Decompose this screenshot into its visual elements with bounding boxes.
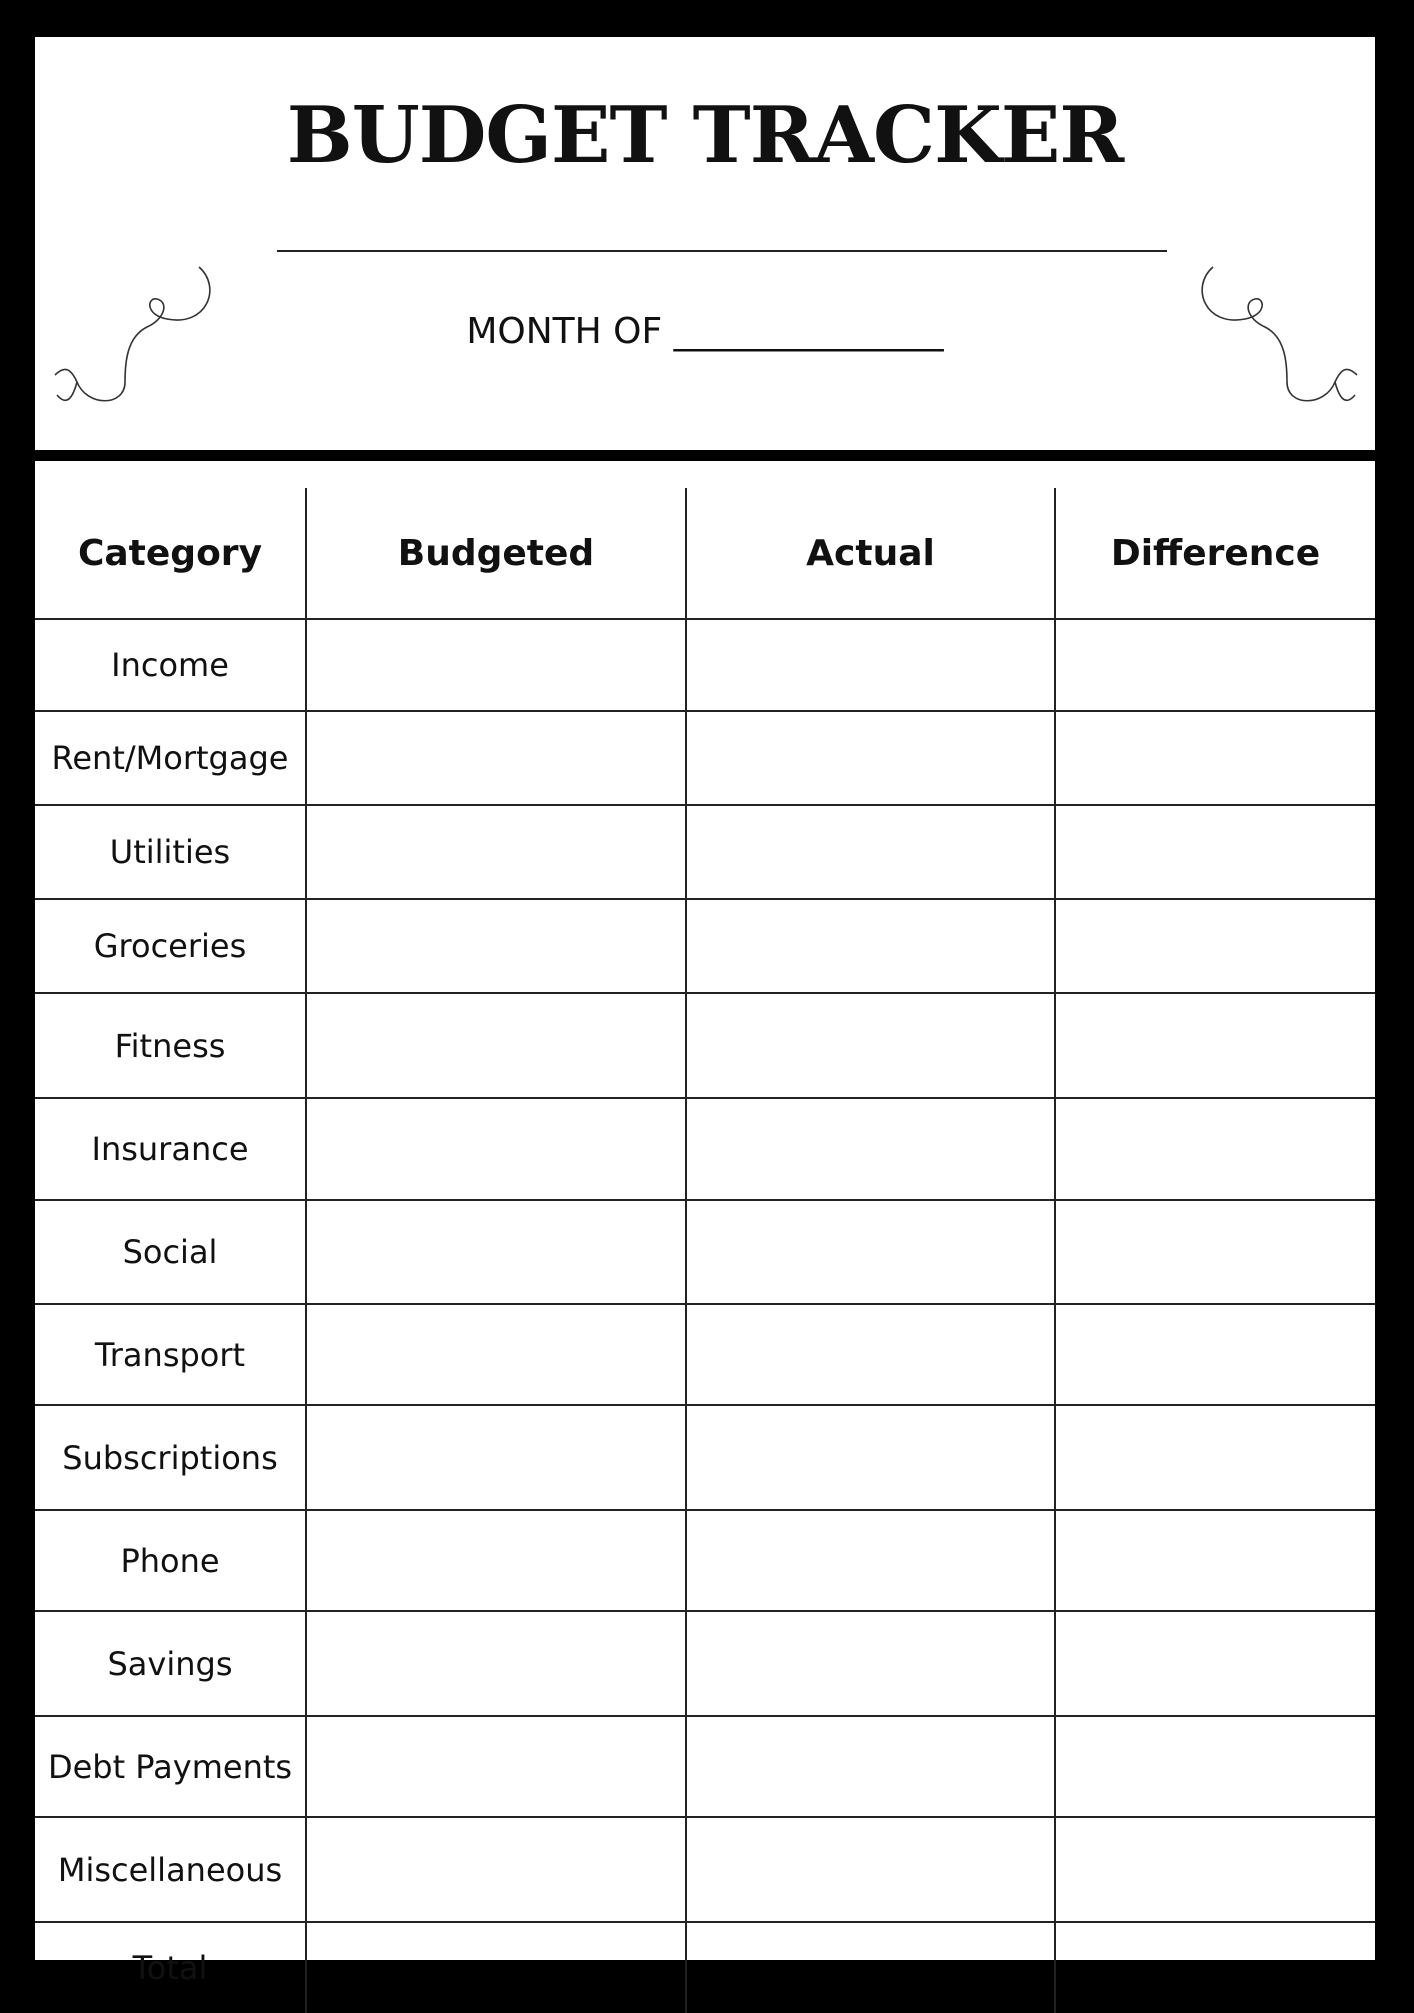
budgeted-cell[interactable] [306, 899, 686, 993]
actual-cell[interactable] [686, 1405, 1055, 1510]
table-row [35, 1200, 1375, 1304]
category-cell: Rent/Mortgage [35, 711, 306, 805]
table-top-gap [35, 461, 1375, 488]
category-cell: Phone [35, 1510, 306, 1611]
category-cell: Debt Payments [35, 1716, 306, 1817]
category-cell: Groceries [35, 899, 306, 993]
budgeted-cell[interactable] [306, 993, 686, 1098]
difference-cell[interactable] [1055, 711, 1375, 805]
actual-cell[interactable] [686, 1304, 1055, 1405]
budgeted-cell[interactable] [306, 1304, 686, 1405]
category-cell: Social [35, 1200, 306, 1304]
table-row [35, 993, 1375, 1098]
budgeted-cell[interactable] [306, 1922, 686, 2013]
table-row [35, 1098, 1375, 1200]
category-cell: Utilities [35, 805, 306, 899]
actual-cell[interactable] [686, 1611, 1055, 1716]
category-cell: Miscellaneous [35, 1817, 306, 1922]
category-cell: Income [35, 619, 306, 711]
actual-cell[interactable] [686, 1716, 1055, 1817]
header-panel [35, 37, 1375, 450]
category-cell: Insurance [35, 1098, 306, 1200]
budgeted-cell[interactable] [306, 1716, 686, 1817]
budgeted-cell[interactable] [306, 1611, 686, 1716]
difference-cell[interactable] [1055, 619, 1375, 711]
difference-cell[interactable] [1055, 1405, 1375, 1510]
actual-cell[interactable] [686, 899, 1055, 993]
actual-cell[interactable] [686, 993, 1055, 1098]
budget-table-panel [35, 461, 1375, 1987]
difference-cell[interactable] [1055, 1510, 1375, 1611]
swirl-flourish-icon [1195, 257, 1365, 407]
actual-cell[interactable] [686, 1200, 1055, 1304]
budget-table [35, 461, 1375, 2013]
table-body [35, 619, 1375, 2013]
budgeted-cell[interactable] [306, 1510, 686, 1611]
budgeted-cell[interactable] [306, 711, 686, 805]
table-row [35, 1304, 1375, 1405]
difference-cell[interactable] [1055, 1611, 1375, 1716]
actual-cell[interactable] [686, 1922, 1055, 2013]
table-header-row [35, 488, 1375, 619]
budgeted-cell[interactable] [306, 1817, 686, 1922]
difference-cell[interactable] [1055, 1922, 1375, 2013]
table-row [35, 805, 1375, 899]
column-header-difference: Difference [1055, 488, 1375, 619]
page-title: BUDGET TRACKER [286, 90, 1124, 181]
column-header-category: Category [35, 488, 306, 619]
difference-cell[interactable] [1055, 1304, 1375, 1405]
difference-cell[interactable] [1055, 899, 1375, 993]
category-cell: Transport [35, 1304, 306, 1405]
month-label: MONTH OF _______________ [466, 311, 944, 352]
table-row [35, 1817, 1375, 1922]
column-header-actual: Actual [686, 488, 1055, 619]
category-cell: Total [132, 1949, 208, 1987]
category-cell: Savings [35, 1611, 306, 1716]
budgeted-cell[interactable] [306, 1405, 686, 1510]
table-row [35, 1510, 1375, 1611]
table-row [35, 619, 1375, 711]
actual-cell[interactable] [686, 1817, 1055, 1922]
difference-cell[interactable] [1055, 1716, 1375, 1817]
category-cell: Fitness [35, 993, 306, 1098]
actual-cell[interactable] [686, 711, 1055, 805]
table-row [35, 1405, 1375, 1510]
column-header-budgeted: Budgeted [306, 488, 686, 619]
actual-cell[interactable] [686, 1510, 1055, 1611]
budgeted-cell[interactable] [306, 805, 686, 899]
difference-cell[interactable] [1055, 1817, 1375, 1922]
actual-cell[interactable] [686, 619, 1055, 711]
budgeted-cell[interactable] [306, 1200, 686, 1304]
name-line[interactable] [277, 250, 1167, 252]
difference-cell[interactable] [1055, 805, 1375, 899]
difference-cell[interactable] [1055, 1098, 1375, 1200]
difference-cell[interactable] [1055, 1200, 1375, 1304]
table-row [35, 1716, 1375, 1817]
table-row [35, 711, 1375, 805]
budgeted-cell[interactable] [306, 1098, 686, 1200]
table-row [35, 899, 1375, 993]
actual-cell[interactable] [686, 805, 1055, 899]
category-cell: Subscriptions [35, 1405, 306, 1510]
table-row [35, 1611, 1375, 1716]
budgeted-cell[interactable] [306, 619, 686, 711]
difference-cell[interactable] [1055, 993, 1375, 1098]
actual-cell[interactable] [686, 1098, 1055, 1200]
table-row [35, 1922, 1375, 2013]
